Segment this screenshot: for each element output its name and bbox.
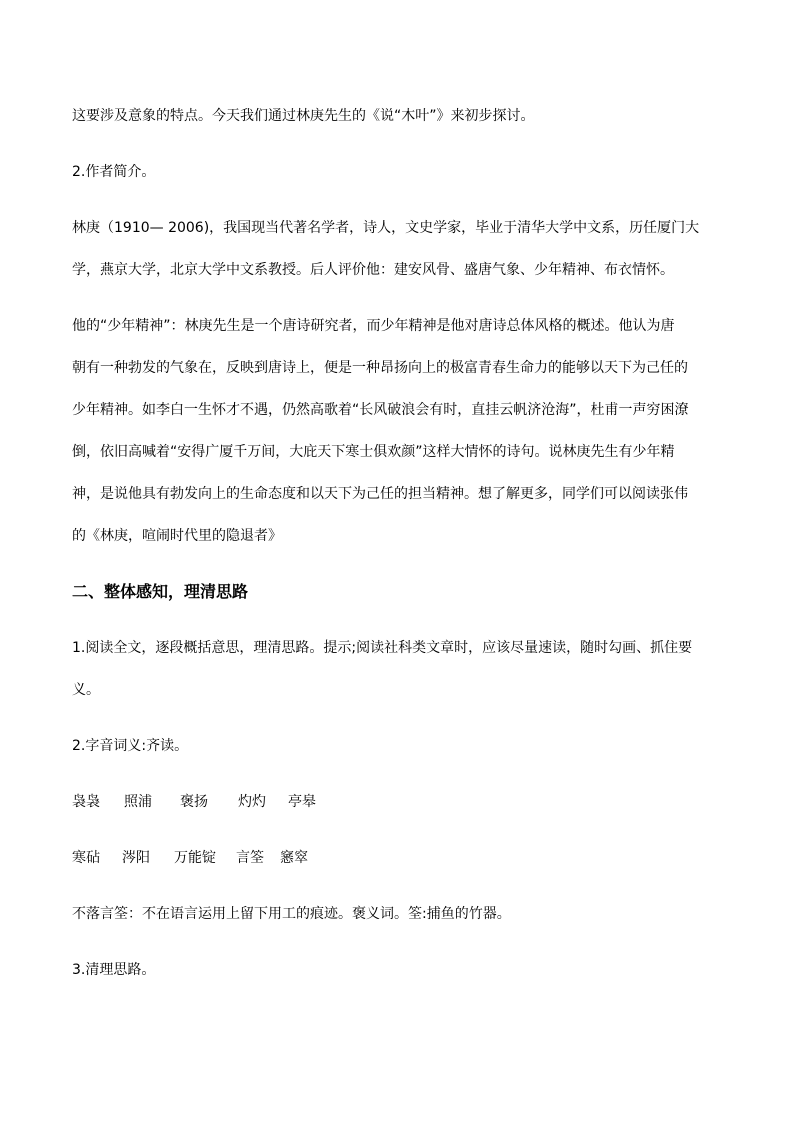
word-item: 言筌 [236,850,264,866]
word-item: 袅袅 [72,794,100,810]
paragraph-spirit-line-6: 的《林庚，喧闹时代里的隐退者》 [72,528,282,544]
paragraph-spirit-line-2: 朝有一种勃发的气象在，反映到唐诗上，便是一种昂扬向上的极富青春生命力的能够以天下为己任的 [72,360,688,376]
word-item: 照浦 [124,794,152,810]
paragraph-author-line-1: 林庚（1910— 2006)，我国现当代著名学者，诗人，文史学家，毕业于清华大学中文系，历任厦门大 [72,220,700,236]
paragraph-spirit-line-4: 倒，依旧高喊着“安得广厦千万间，大庇天下寒士俱欢颜”这样大情怀的诗句。说林庚先生有少年精 [72,444,675,460]
word-item: 万能锭 [174,850,216,866]
paragraph-spirit-line-1: 他的“少年精神”：林庚先生是一个唐诗研究者，而少年精神是他对唐诗总体风格的概述。他认为唐 [72,318,675,334]
paragraph-author-heading: 2.作者简介。 [72,164,156,180]
paragraph-spirit-line-3: 少年精神。如李白一生怀才不遇，仍然高歌着“长风破浪会有时，直挂云帆济沧海”，杜甫一声穷困潦 [72,402,689,418]
word-list-row-1 [72,788,316,816]
word-list-row-2 [72,844,308,872]
paragraph-author-line-2: 学，燕京大学，北京大学中文系教授。后人评价他：建安风骨、盛唐气象、少年精神、布衣情怀。 [72,262,674,278]
word-item: 亭皋 [288,794,316,810]
word-item: 褒扬 [180,794,208,810]
paragraph-definition: 不落言筌：不在语言运用上留下用工的痕迹。褒义词。筌:捕鱼的竹器。 [72,906,511,922]
section-heading: 二、整体感知，理清思路 [72,582,249,601]
paragraph-intro: 这要涉及意象的特点。今天我们通过林庚先生的《说“木叶”》来初步探讨。 [72,108,535,124]
paragraph-structure: 3.清理思路。 [72,962,156,978]
word-item: 灼灼 [238,794,266,810]
word-item: 窸窣 [280,850,308,866]
paragraph-reading-line-2: 义。 [72,682,100,698]
paragraph-pronunciation: 2.字音词义:齐读。 [72,738,189,754]
paragraph-spirit-line-5: 神，是说他具有勃发向上的生命态度和以天下为己任的担当精神。想了解更多，同学们可以阅读张伟 [72,486,688,502]
word-item: 寒砧 [72,850,100,866]
paragraph-reading-line-1: 1.阅读全文，逐段概括意思，理清思路。提示;阅读社科类文章时，应该尽量速读，随时勾画、抓住要 [72,640,693,656]
word-item: 涔阳 [122,850,150,866]
